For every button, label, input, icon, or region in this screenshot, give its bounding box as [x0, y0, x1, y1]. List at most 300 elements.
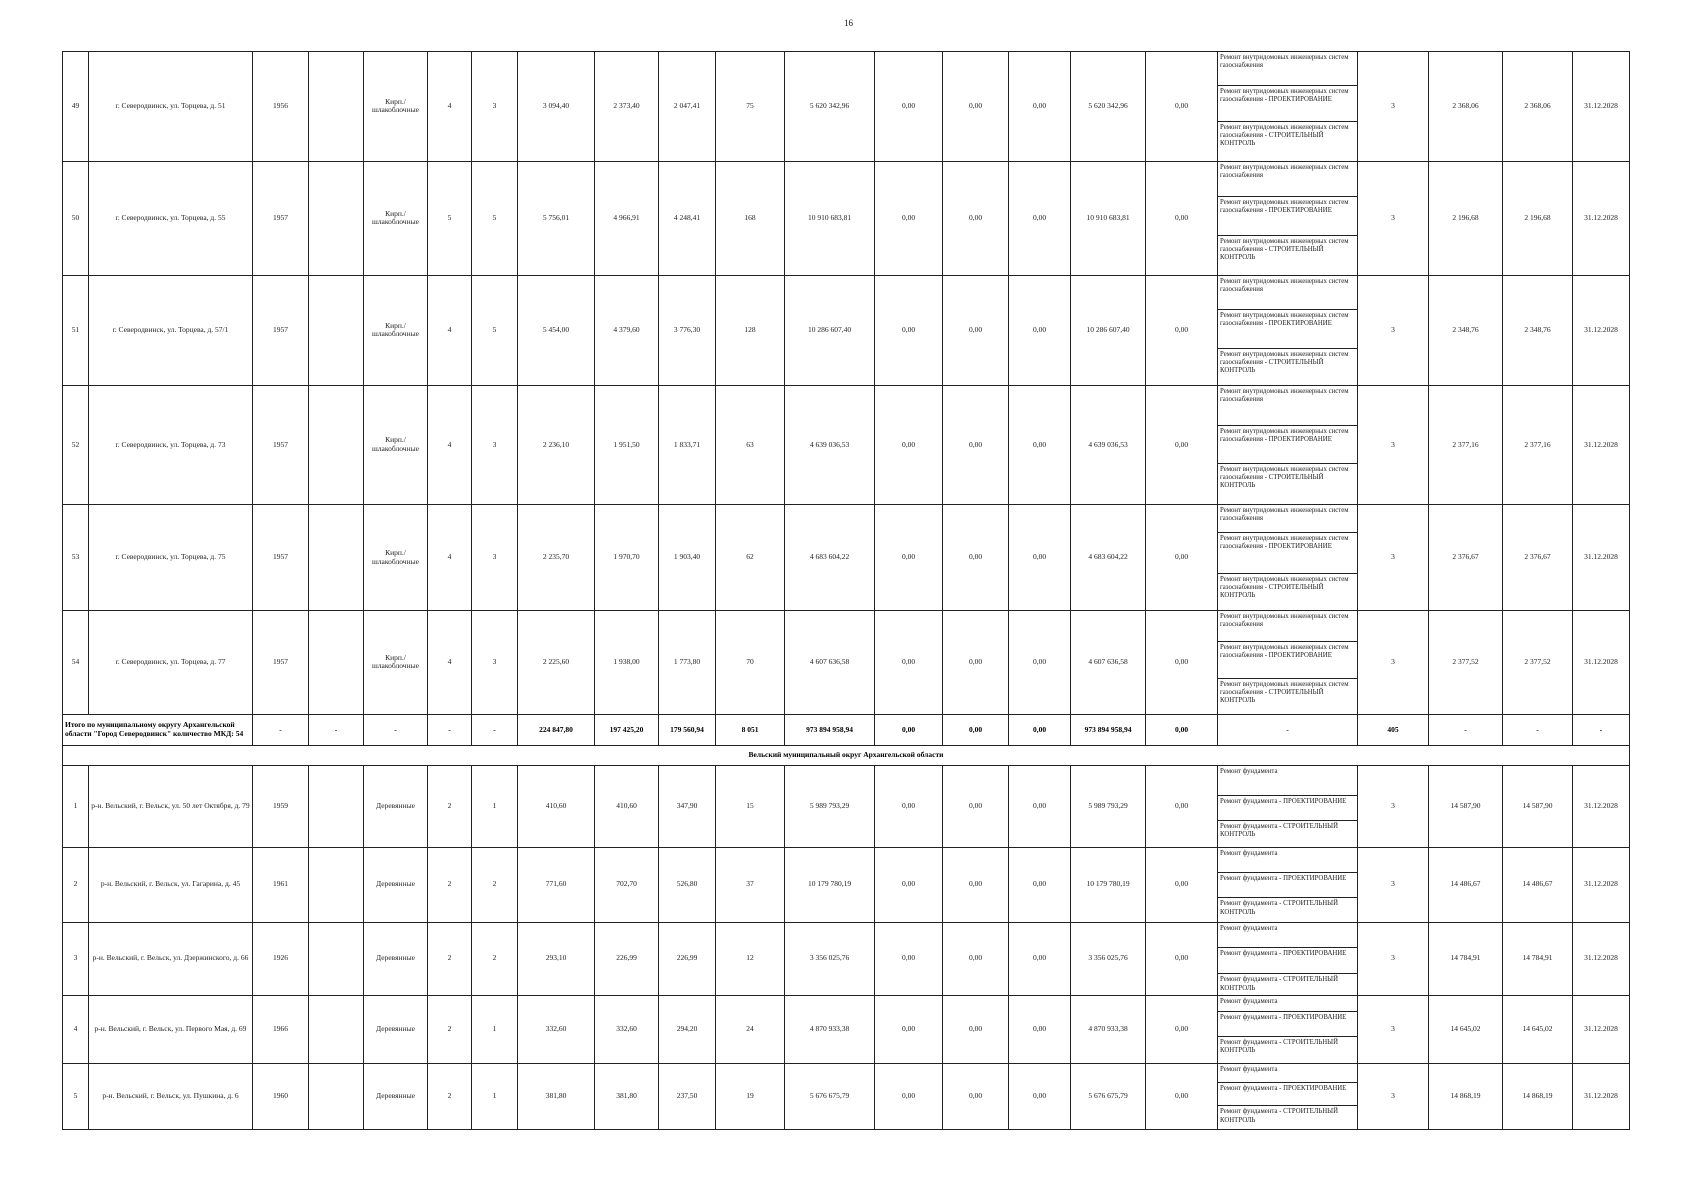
total-area-cell: 381,80 — [518, 1064, 595, 1130]
row-number-cell: 2 — [63, 847, 89, 922]
fund-owners-cell: 3 356 025,76 — [1071, 922, 1146, 995]
fund-local-cell: 0,00 — [1009, 766, 1071, 847]
work-type-cell: Ремонт внутридомовых инженерных систем газоснабжения — [1218, 505, 1358, 532]
table-row — [63, 847, 1630, 872]
row-number-cell: 5 — [63, 1064, 89, 1130]
cost-total-cell: 5 676 675,79 — [785, 1064, 875, 1130]
year-built-cell: 1957 — [253, 276, 309, 386]
year-reconstruction-cell — [309, 52, 364, 162]
deadline-cell: 31.12.2028 — [1573, 766, 1630, 847]
floors-cell: 4 — [428, 276, 472, 386]
unit-cost-cell: 2 196,68 — [1429, 161, 1503, 275]
table-row — [63, 52, 1630, 86]
entrances-cell: 3 — [472, 610, 518, 714]
totals-unit-cost-cell: - — [1429, 714, 1503, 746]
years-cell: 3 — [1358, 276, 1429, 386]
address-cell: г. Северодвинск, ул. Торцева, д. 55 — [89, 161, 253, 275]
fund-owners-cell: 5 620 342,96 — [1071, 52, 1146, 162]
work-type-cell: Ремонт фундамента - ПРОЕКТИРОВАНИЕ — [1218, 1083, 1358, 1106]
totals-area-residential-cell: 179 560,94 — [659, 714, 716, 746]
cost-total-cell: 4 870 933,38 — [785, 995, 875, 1064]
wall-material-cell: Деревянные — [364, 1064, 428, 1130]
residents-cell: 63 — [716, 385, 785, 504]
year-reconstruction-cell — [309, 847, 364, 922]
work-type-cell: Ремонт внутридомовых инженерных систем газоснабжения — [1218, 610, 1358, 641]
total-area-cell: 3 094,40 — [518, 52, 595, 162]
work-type-cell: Ремонт внутридомовых инженерных систем газоснабжения — [1218, 161, 1358, 196]
work-type-cell: Ремонт фундамента - СТРОИТЕЛЬНЫЙ КОНТРОЛЬ — [1218, 898, 1358, 922]
entrances-cell: 3 — [472, 385, 518, 504]
entrances-cell: 2 — [472, 922, 518, 995]
deadline-cell: 31.12.2028 — [1573, 52, 1630, 162]
cost-total-cell: 5 989 793,29 — [785, 766, 875, 847]
unit-cost-cell: 14 587,90 — [1429, 766, 1503, 847]
area-premises-cell: 4 379,60 — [595, 276, 659, 386]
fund-other-cell: 0,00 — [1146, 995, 1218, 1064]
address-cell: р-н. Вельский, г. Вельск, ул. 50 лет Октября, д. 79 — [89, 766, 253, 847]
area-residential-cell: 237,50 — [659, 1064, 716, 1130]
limit-cost-cell: 14 645,02 — [1503, 995, 1573, 1064]
fund-owners-cell: 5 989 793,29 — [1071, 766, 1146, 847]
area-residential-cell: 3 776,30 — [659, 276, 716, 386]
residents-cell: 128 — [716, 276, 785, 386]
fund-owners-cell: 4 607 636,58 — [1071, 610, 1146, 714]
year-built-cell: 1956 — [253, 52, 309, 162]
work-type-cell: Ремонт внутридомовых инженерных систем газоснабжения - ПРОЕКТИРОВАНИЕ — [1218, 641, 1358, 678]
work-type-cell: Ремонт фундамента - СТРОИТЕЛЬНЫЙ КОНТРОЛЬ — [1218, 974, 1358, 995]
row-number-cell: 49 — [63, 52, 89, 162]
residents-cell: 75 — [716, 52, 785, 162]
totals-deadline-cell: - — [1573, 714, 1630, 746]
fund-owners-cell: 4 639 036,53 — [1071, 385, 1146, 504]
limit-cost-cell: 14 587,90 — [1503, 766, 1573, 847]
fund-other-cell: 0,00 — [1146, 922, 1218, 995]
work-type-cell: Ремонт фундамента — [1218, 847, 1358, 872]
fund-fzhkh-cell: 0,00 — [875, 847, 943, 922]
work-type-cell: Ремонт фундамента - ПРОЕКТИРОВАНИЕ — [1218, 948, 1358, 974]
totals-area-premises-cell: 197 425,20 — [595, 714, 659, 746]
fund-local-cell: 0,00 — [1009, 52, 1071, 162]
fund-regional-cell: 0,00 — [943, 161, 1009, 275]
fund-regional-cell: 0,00 — [943, 505, 1009, 611]
fund-regional-cell: 0,00 — [943, 276, 1009, 386]
total-area-cell: 332,60 — [518, 995, 595, 1064]
limit-cost-cell: 2 377,52 — [1503, 610, 1573, 714]
address-cell: р-н. Вельский, г. Вельск, ул. Первого Мая, д. 69 — [89, 995, 253, 1064]
row-number-cell: 53 — [63, 505, 89, 611]
total-area-cell: 771,60 — [518, 847, 595, 922]
wall-material-cell: Деревянные — [364, 847, 428, 922]
year-reconstruction-cell — [309, 276, 364, 386]
work-type-cell: Ремонт внутридомовых инженерных систем газоснабжения - ПРОЕКТИРОВАНИЕ — [1218, 426, 1358, 464]
address-cell: г. Северодвинск, ул. Торцева, д. 73 — [89, 385, 253, 504]
total-area-cell: 2 236,10 — [518, 385, 595, 504]
totals-cost-total-cell: 973 894 958,94 — [785, 714, 875, 746]
residents-cell: 12 — [716, 922, 785, 995]
row-number-cell: 50 — [63, 161, 89, 275]
fund-fzhkh-cell: 0,00 — [875, 1064, 943, 1130]
totals-fund-owners-cell: 973 894 958,94 — [1071, 714, 1146, 746]
residents-cell: 168 — [716, 161, 785, 275]
fund-other-cell: 0,00 — [1146, 766, 1218, 847]
total-area-cell: 2 235,70 — [518, 505, 595, 611]
years-cell: 3 — [1358, 505, 1429, 611]
year-built-cell: 1959 — [253, 766, 309, 847]
table-row — [63, 276, 1630, 310]
entrances-cell: 1 — [472, 1064, 518, 1130]
fund-regional-cell: 0,00 — [943, 847, 1009, 922]
work-type-cell: Ремонт внутридомовых инженерных систем газоснабжения — [1218, 52, 1358, 86]
totals-fund-local-cell: 0,00 — [1009, 714, 1071, 746]
area-residential-cell: 4 248,41 — [659, 161, 716, 275]
years-cell: 3 — [1358, 52, 1429, 162]
work-type-cell: Ремонт внутридомовых инженерных систем газоснабжения - СТРОИТЕЛЬНЫЙ КОНТРОЛЬ — [1218, 464, 1358, 505]
fund-local-cell: 0,00 — [1009, 995, 1071, 1064]
area-premises-cell: 1 951,50 — [595, 385, 659, 504]
table-row — [63, 385, 1630, 425]
fund-local-cell: 0,00 — [1009, 385, 1071, 504]
floors-cell: 2 — [428, 847, 472, 922]
wall-material-cell: Кирп./ шлакоблочные — [364, 52, 428, 162]
years-cell: 3 — [1358, 995, 1429, 1064]
area-premises-cell: 2 373,40 — [595, 52, 659, 162]
residents-cell: 62 — [716, 505, 785, 611]
years-cell: 3 — [1358, 385, 1429, 504]
floors-cell: 2 — [428, 995, 472, 1064]
work-type-cell: Ремонт фундамента — [1218, 766, 1358, 796]
totals-fund-regional-cell: 0,00 — [943, 714, 1009, 746]
totals-work-type-cell: - — [1218, 714, 1358, 746]
totals-limit-cost-cell: - — [1503, 714, 1573, 746]
fund-fzhkh-cell: 0,00 — [875, 161, 943, 275]
residents-cell: 15 — [716, 766, 785, 847]
fund-other-cell: 0,00 — [1146, 610, 1218, 714]
address-cell: р-н. Вельский, г. Вельск, ул. Пушкина, д. 6 — [89, 1064, 253, 1130]
unit-cost-cell: 14 868,19 — [1429, 1064, 1503, 1130]
fund-regional-cell: 0,00 — [943, 995, 1009, 1064]
fund-regional-cell: 0,00 — [943, 385, 1009, 504]
totals-c3-cell: - — [253, 714, 309, 746]
total-area-cell: 293,10 — [518, 922, 595, 995]
work-type-cell: Ремонт фундамента - ПРОЕКТИРОВАНИЕ — [1218, 1012, 1358, 1036]
fund-other-cell: 0,00 — [1146, 276, 1218, 386]
fund-fzhkh-cell: 0,00 — [875, 52, 943, 162]
limit-cost-cell: 14 486,67 — [1503, 847, 1573, 922]
residents-cell: 24 — [716, 995, 785, 1064]
table-row — [63, 922, 1630, 947]
fund-local-cell: 0,00 — [1009, 922, 1071, 995]
year-built-cell: 1957 — [253, 385, 309, 504]
table-row — [63, 1064, 1630, 1083]
area-residential-cell: 226,99 — [659, 922, 716, 995]
row-number-cell: 4 — [63, 995, 89, 1064]
work-type-cell: Ремонт фундамента - ПРОЕКТИРОВАНИЕ — [1218, 873, 1358, 898]
entrances-cell: 1 — [472, 766, 518, 847]
year-reconstruction-cell — [309, 766, 364, 847]
row-number-cell: 54 — [63, 610, 89, 714]
wall-material-cell: Кирп./ шлакоблочные — [364, 385, 428, 504]
deadline-cell: 31.12.2028 — [1573, 385, 1630, 504]
totals-c7-cell: - — [472, 714, 518, 746]
entrances-cell: 5 — [472, 161, 518, 275]
entrances-cell: 1 — [472, 995, 518, 1064]
work-type-cell: Ремонт внутридомовых инженерных систем газоснабжения — [1218, 276, 1358, 310]
year-built-cell: 1957 — [253, 610, 309, 714]
years-cell: 3 — [1358, 161, 1429, 275]
deadline-cell: 31.12.2028 — [1573, 995, 1630, 1064]
cost-total-cell: 4 683 604,22 — [785, 505, 875, 611]
floors-cell: 4 — [428, 385, 472, 504]
floors-cell: 2 — [428, 1064, 472, 1130]
address-cell: г. Северодвинск, ул. Торцева, д. 51 — [89, 52, 253, 162]
fund-owners-cell: 10 286 607,40 — [1071, 276, 1146, 386]
fund-owners-cell: 10 179 780,19 — [1071, 847, 1146, 922]
residents-cell: 70 — [716, 610, 785, 714]
deadline-cell: 31.12.2028 — [1573, 276, 1630, 386]
fund-other-cell: 0,00 — [1146, 385, 1218, 504]
work-type-cell: Ремонт внутридомовых инженерных систем газоснабжения - СТРОИТЕЛЬНЫЙ КОНТРОЛЬ — [1218, 121, 1358, 161]
year-reconstruction-cell — [309, 1064, 364, 1130]
area-premises-cell: 1 938,00 — [595, 610, 659, 714]
work-type-cell: Ремонт внутридомовых инженерных систем газоснабжения - ПРОЕКТИРОВАНИЕ — [1218, 85, 1358, 121]
deadline-cell: 31.12.2028 — [1573, 161, 1630, 275]
limit-cost-cell: 2 376,67 — [1503, 505, 1573, 611]
row-number-cell: 52 — [63, 385, 89, 504]
work-type-cell: Ремонт внутридомовых инженерных систем газоснабжения - ПРОЕКТИРОВАНИЕ — [1218, 309, 1358, 348]
totals-fund-other-cell: 0,00 — [1146, 714, 1218, 746]
capital-repair-register-table — [62, 51, 1630, 1130]
row-number-cell: 51 — [63, 276, 89, 386]
cost-total-cell: 4 639 036,53 — [785, 385, 875, 504]
limit-cost-cell: 2 196,68 — [1503, 161, 1573, 275]
work-type-cell: Ремонт фундамента - СТРОИТЕЛЬНЫЙ КОНТРОЛЬ — [1218, 1106, 1358, 1130]
cost-total-cell: 10 910 683,81 — [785, 161, 875, 275]
work-type-cell: Ремонт внутридомовых инженерных систем газоснабжения - СТРОИТЕЛЬНЫЙ КОНТРОЛЬ — [1218, 235, 1358, 275]
floors-cell: 4 — [428, 610, 472, 714]
section-header-row — [63, 746, 1630, 766]
fund-owners-cell: 5 676 675,79 — [1071, 1064, 1146, 1130]
row-number-cell: 3 — [63, 922, 89, 995]
fund-fzhkh-cell: 0,00 — [875, 995, 943, 1064]
limit-cost-cell: 2 348,76 — [1503, 276, 1573, 386]
fund-regional-cell: 0,00 — [943, 52, 1009, 162]
area-premises-cell: 332,60 — [595, 995, 659, 1064]
area-premises-cell: 226,99 — [595, 922, 659, 995]
fund-regional-cell: 0,00 — [943, 922, 1009, 995]
fund-fzhkh-cell: 0,00 — [875, 766, 943, 847]
area-premises-cell: 702,70 — [595, 847, 659, 922]
area-premises-cell: 4 966,91 — [595, 161, 659, 275]
work-type-cell: Ремонт фундамента — [1218, 922, 1358, 947]
unit-cost-cell: 2 348,76 — [1429, 276, 1503, 386]
wall-material-cell: Деревянные — [364, 766, 428, 847]
residents-cell: 19 — [716, 1064, 785, 1130]
entrances-cell: 2 — [472, 847, 518, 922]
wall-material-cell: Деревянные — [364, 995, 428, 1064]
years-cell: 3 — [1358, 922, 1429, 995]
section-title-cell: Вельский муниципальный округ Архангельской области — [63, 746, 1630, 766]
year-reconstruction-cell — [309, 161, 364, 275]
work-type-cell: Ремонт внутридомовых инженерных систем газоснабжения — [1218, 385, 1358, 425]
address-cell: г. Северодвинск, ул. Торцева, д. 57/1 — [89, 276, 253, 386]
work-type-cell: Ремонт фундамента — [1218, 1064, 1358, 1083]
years-cell: 3 — [1358, 766, 1429, 847]
work-type-cell: Ремонт фундамента - СТРОИТЕЛЬНЫЙ КОНТРОЛЬ — [1218, 821, 1358, 847]
deadline-cell: 31.12.2028 — [1573, 505, 1630, 611]
fund-regional-cell: 0,00 — [943, 1064, 1009, 1130]
year-built-cell: 1961 — [253, 847, 309, 922]
work-type-cell: Ремонт внутридомовых инженерных систем газоснабжения - ПРОЕКТИРОВАНИЕ — [1218, 532, 1358, 573]
register-table-body — [63, 52, 1630, 1130]
floors-cell: 5 — [428, 161, 472, 275]
fund-local-cell: 0,00 — [1009, 1064, 1071, 1130]
floors-cell: 4 — [428, 505, 472, 611]
fund-local-cell: 0,00 — [1009, 161, 1071, 275]
fund-fzhkh-cell: 0,00 — [875, 610, 943, 714]
table-row — [63, 610, 1630, 641]
cost-total-cell: 10 179 780,19 — [785, 847, 875, 922]
fund-other-cell: 0,00 — [1146, 1064, 1218, 1130]
cost-total-cell: 4 607 636,58 — [785, 610, 875, 714]
work-type-cell: Ремонт фундамента - ПРОЕКТИРОВАНИЕ — [1218, 795, 1358, 820]
limit-cost-cell: 2 368,06 — [1503, 52, 1573, 162]
address-cell: г. Северодвинск, ул. Торцева, д. 77 — [89, 610, 253, 714]
area-premises-cell: 1 970,70 — [595, 505, 659, 611]
area-residential-cell: 1 773,80 — [659, 610, 716, 714]
work-type-cell: Ремонт внутридомовых инженерных систем газоснабжения - ПРОЕКТИРОВАНИЕ — [1218, 196, 1358, 235]
unit-cost-cell: 2 368,06 — [1429, 52, 1503, 162]
fund-local-cell: 0,00 — [1009, 610, 1071, 714]
work-type-cell: Ремонт фундамента — [1218, 995, 1358, 1012]
cost-total-cell: 3 356 025,76 — [785, 922, 875, 995]
limit-cost-cell: 14 784,91 — [1503, 922, 1573, 995]
year-reconstruction-cell — [309, 995, 364, 1064]
area-residential-cell: 347,90 — [659, 766, 716, 847]
fund-owners-cell: 10 910 683,81 — [1071, 161, 1146, 275]
address-cell: р-н. Вельский, г. Вельск, ул. Дзержинского, д. 66 — [89, 922, 253, 995]
work-type-cell: Ремонт внутридомовых инженерных систем газоснабжения - СТРОИТЕЛЬНЫЙ КОНТРОЛЬ — [1218, 573, 1358, 610]
totals-c6-cell: - — [428, 714, 472, 746]
area-residential-cell: 294,20 — [659, 995, 716, 1064]
unit-cost-cell: 14 645,02 — [1429, 995, 1503, 1064]
entrances-cell: 5 — [472, 276, 518, 386]
area-residential-cell: 2 047,41 — [659, 52, 716, 162]
fund-regional-cell: 0,00 — [943, 766, 1009, 847]
floors-cell: 4 — [428, 52, 472, 162]
deadline-cell: 31.12.2028 — [1573, 847, 1630, 922]
work-type-cell: Ремонт внутридомовых инженерных систем газоснабжения - СТРОИТЕЛЬНЫЙ КОНТРОЛЬ — [1218, 678, 1358, 714]
total-area-cell: 5 756,01 — [518, 161, 595, 275]
limit-cost-cell: 14 868,19 — [1503, 1064, 1573, 1130]
floors-cell: 2 — [428, 922, 472, 995]
year-reconstruction-cell — [309, 385, 364, 504]
totals-c5-cell: - — [364, 714, 428, 746]
work-type-cell: Ремонт фундамента - СТРОИТЕЛЬНЫЙ КОНТРОЛЬ — [1218, 1036, 1358, 1063]
fund-other-cell: 0,00 — [1146, 52, 1218, 162]
totals-residents-cell: 8 051 — [716, 714, 785, 746]
area-residential-cell: 1 833,71 — [659, 385, 716, 504]
cost-total-cell: 5 620 342,96 — [785, 52, 875, 162]
deadline-cell: 31.12.2028 — [1573, 922, 1630, 995]
wall-material-cell: Деревянные — [364, 922, 428, 995]
area-residential-cell: 1 903,40 — [659, 505, 716, 611]
address-cell: р-н. Вельский, г. Вельск, ул. Гагарина, д. 45 — [89, 847, 253, 922]
unit-cost-cell: 14 486,67 — [1429, 847, 1503, 922]
table-row — [63, 766, 1630, 796]
fund-owners-cell: 4 683 604,22 — [1071, 505, 1146, 611]
table-row — [63, 161, 1630, 196]
fund-fzhkh-cell: 0,00 — [875, 276, 943, 386]
cost-total-cell: 10 286 607,40 — [785, 276, 875, 386]
page-number: 16 — [844, 18, 853, 28]
table-row — [63, 505, 1630, 532]
wall-material-cell: Кирп./ шлакоблочные — [364, 610, 428, 714]
area-premises-cell: 410,60 — [595, 766, 659, 847]
years-cell: 3 — [1358, 1064, 1429, 1130]
year-built-cell: 1926 — [253, 922, 309, 995]
table-row — [63, 995, 1630, 1012]
year-built-cell: 1957 — [253, 161, 309, 275]
fund-fzhkh-cell: 0,00 — [875, 505, 943, 611]
unit-cost-cell: 2 377,16 — [1429, 385, 1503, 504]
fund-other-cell: 0,00 — [1146, 161, 1218, 275]
year-reconstruction-cell — [309, 505, 364, 611]
year-built-cell: 1960 — [253, 1064, 309, 1130]
fund-fzhkh-cell: 0,00 — [875, 385, 943, 504]
fund-local-cell: 0,00 — [1009, 505, 1071, 611]
wall-material-cell: Кирп./ шлакоблочные — [364, 276, 428, 386]
entrances-cell: 3 — [472, 505, 518, 611]
total-area-cell: 5 454,00 — [518, 276, 595, 386]
area-residential-cell: 526,80 — [659, 847, 716, 922]
address-cell: г. Северодвинск, ул. Торцева, д. 75 — [89, 505, 253, 611]
totals-years-cell: 405 — [1358, 714, 1429, 746]
totals-c4-cell: - — [309, 714, 364, 746]
years-cell: 3 — [1358, 610, 1429, 714]
area-premises-cell: 381,80 — [595, 1064, 659, 1130]
deadline-cell: 31.12.2028 — [1573, 1064, 1630, 1130]
fund-other-cell: 0,00 — [1146, 505, 1218, 611]
wall-material-cell: Кирп./ шлакоблочные — [364, 505, 428, 611]
year-built-cell: 1957 — [253, 505, 309, 611]
totals-total-area-cell: 224 847,80 — [518, 714, 595, 746]
floors-cell: 2 — [428, 766, 472, 847]
entrances-cell: 3 — [472, 52, 518, 162]
row-number-cell: 1 — [63, 766, 89, 847]
years-cell: 3 — [1358, 847, 1429, 922]
totals-fund-fzhkh-cell: 0,00 — [875, 714, 943, 746]
unit-cost-cell: 14 784,91 — [1429, 922, 1503, 995]
limit-cost-cell: 2 377,16 — [1503, 385, 1573, 504]
fund-local-cell: 0,00 — [1009, 847, 1071, 922]
unit-cost-cell: 2 376,67 — [1429, 505, 1503, 611]
year-reconstruction-cell — [309, 922, 364, 995]
totals-label-cell: Итого по муниципальному округу Архангельской области "Город Северодвинск" количество МКД: 54 — [63, 714, 253, 746]
year-reconstruction-cell — [309, 610, 364, 714]
fund-regional-cell: 0,00 — [943, 610, 1009, 714]
unit-cost-cell: 2 377,52 — [1429, 610, 1503, 714]
total-area-cell: 410,60 — [518, 766, 595, 847]
residents-cell: 37 — [716, 847, 785, 922]
total-area-cell: 2 225,60 — [518, 610, 595, 714]
wall-material-cell: Кирп./ шлакоблочные — [364, 161, 428, 275]
totals-row — [63, 714, 1630, 746]
fund-local-cell: 0,00 — [1009, 276, 1071, 386]
fund-fzhkh-cell: 0,00 — [875, 922, 943, 995]
deadline-cell: 31.12.2028 — [1573, 610, 1630, 714]
work-type-cell: Ремонт внутридомовых инженерных систем газоснабжения - СТРОИТЕЛЬНЫЙ КОНТРОЛЬ — [1218, 348, 1358, 385]
fund-owners-cell: 4 870 933,38 — [1071, 995, 1146, 1064]
